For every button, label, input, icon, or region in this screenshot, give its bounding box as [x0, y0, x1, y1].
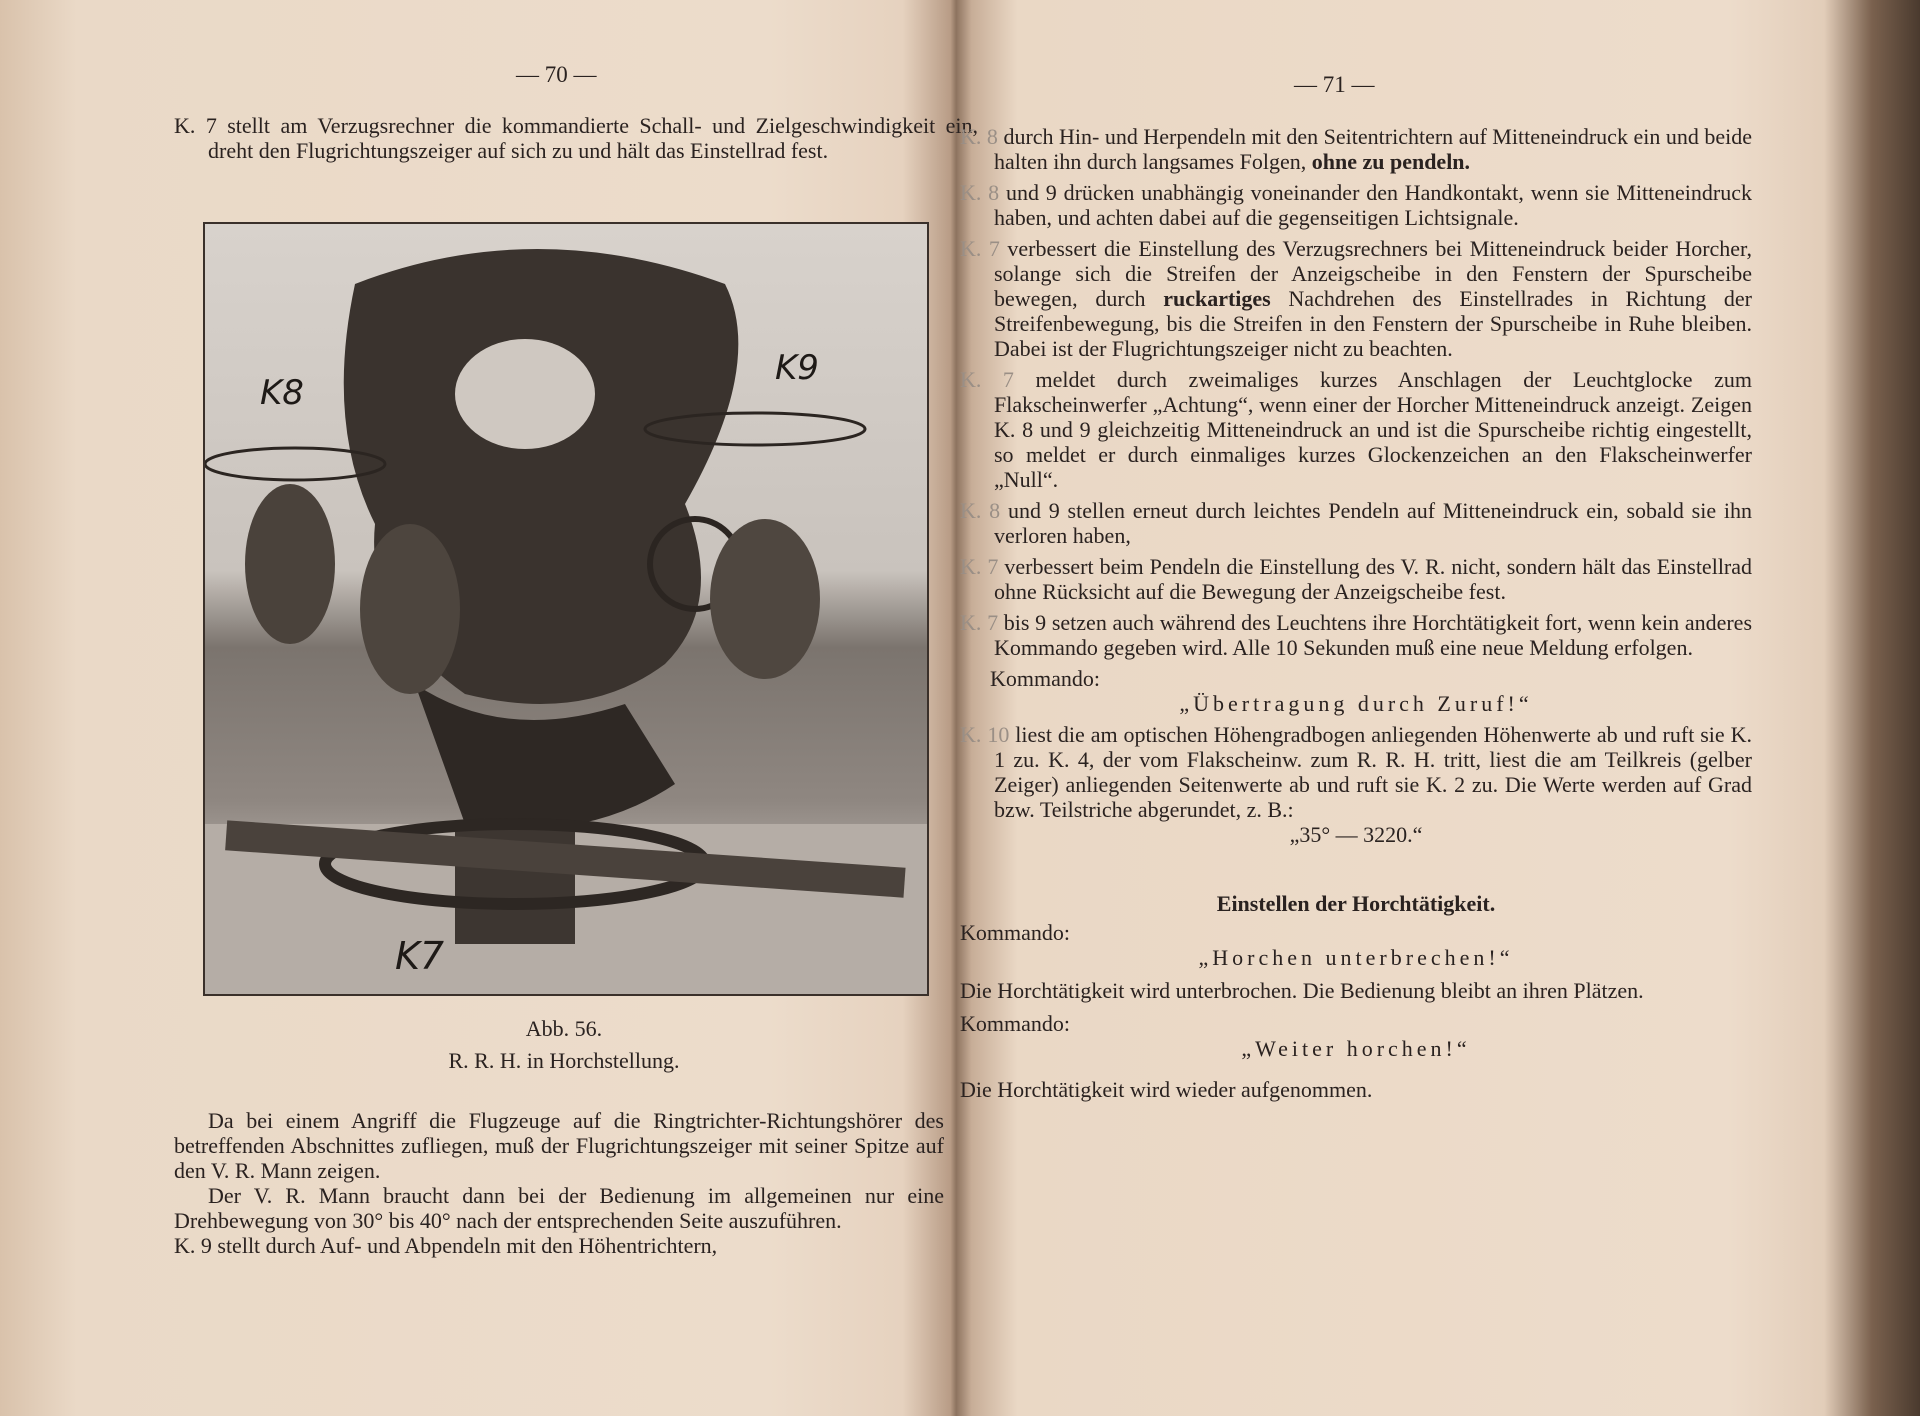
- page-number-left: — 70 —: [516, 62, 597, 87]
- list-item: K. 8 und 9 stellen erneut durch leichtes Pendeln auf Mitteneindruck ein, sobald sie ihn verloren haben,: [960, 498, 1753, 548]
- kommando-result: Die Horchtätigkeit wird wieder aufgenommen.: [960, 1077, 1373, 1102]
- list-item: K. 7 bis 9 setzen auch während des Leuchtens ihre Horchtätigkeit fort, wenn kein anderes Kommando gegeben wird. Alle 10 Sekunden muß eine neue Meldung erfolgen.: [960, 610, 1753, 660]
- kommando-result: Die Horchtätigkeit wird unterbrochen. Die Bedienung bleibt an ihren Plätzen.: [960, 978, 1644, 1003]
- list-item: K. 7 meldet durch zweimaliges kurzes Anschlagen der Leuchtglocke zum Flakscheinwerfer „Achtung“, wenn einer der Horcher Mitteneindruck anzeigt. Zeigen K. 8 und 9 gleichzeitig Mitteneindruck an und ist die Spurscheibe richtig eingestellt, so meldet er durch einmaliges kurzes Glockenzeichen an den Flakscheinwerfer „Null“.: [960, 367, 1753, 492]
- intro-paragraph: K. 7 stellt am Verzugsrechner die kommandierte Schall- und Zielgeschwindigkeit ein, dreht den Flugrichtungszeiger auf sich zu und hält das Einstellrad fest.: [174, 113, 978, 163]
- kommando-command: „Weiter horchen!“: [1241, 1036, 1471, 1061]
- list-item: K. 10 liest die am optischen Höhengradbogen anliegenden Höhenwerte ab und ruft sie K. 1 zu. K. 4, der vom Flakscheinw. zum R. R. H. tritt, liest die am Teilkreis (gelber Zeiger) anliegenden Seitenwerte ab und ruft sie K. 2 zu. Die Werte werden auf Grad bzw. Teilstriche abgerundet, z. B.:: [960, 722, 1753, 822]
- kommando-label: Kommando:: [960, 1011, 1070, 1036]
- photo-label-k7: K7: [395, 934, 445, 978]
- figure-caption: R. R. H. in Horchstellung.: [448, 1048, 680, 1073]
- photo-label-k8: K8: [260, 373, 304, 413]
- paragraph: K. 9 stellt durch Auf- und Abpendeln mit den Höhentrichtern,: [174, 1233, 718, 1258]
- paragraph: Der V. R. Mann braucht dann bei der Bedienung im allgemeinen nur eine Drehbewegung von 30° bis 40° nach der entsprechenden Seite auszuführen.: [174, 1183, 944, 1233]
- list-item: K. 7 verbessert beim Pendeln die Einstellung des V. R. nicht, sondern hält das Einstellrad ohne Rücksicht auf die Bewegung der Anzeigscheibe fest.: [960, 554, 1753, 604]
- kommando-command: „Horchen unterbrechen!“: [1198, 945, 1514, 970]
- kommando-label: Kommando:: [960, 920, 1070, 945]
- figure-photo: [203, 222, 929, 996]
- list-item: K. 8 durch Hin- und Herpendeln mit den Seitentrichtern auf Mitteneindruck ein und beide halten ihn durch langsames Folgen, ohne zu pendeln.: [960, 124, 1753, 174]
- page-number-right: — 71 —: [1294, 72, 1375, 97]
- section-heading: Einstellen der Horchtätigkeit.: [1216, 891, 1496, 916]
- list-item: K. 7 verbessert die Einstellung des Verzugsrechners bei Mitteneindruck beider Horcher, solange sich die Streifen der Anzeigscheibe in den Fenstern der Spurscheibe bewegen, durch ruckartiges Nachdrehen des Einstellrades in Richtung der Streifenbewegung, bis die Streifen in den Fenstern der Spurscheibe in Ruhe bleiben. Dabei ist der Flugrichtungszeiger nicht zu beachten.: [960, 236, 1753, 361]
- left-body: [174, 1108, 944, 1258]
- figure-number: Abb. 56.: [525, 1016, 603, 1041]
- right-body: [960, 124, 1752, 1102]
- kommando-command: „Übertragung durch Zuruf!“: [1179, 691, 1533, 716]
- kommando-label: Kommando:: [990, 666, 1100, 691]
- photo-label-k9: K9: [775, 348, 819, 388]
- example-value: „35° — 3220.“: [1289, 822, 1423, 847]
- paragraph: Da bei einem Angriff die Flugzeuge auf die Ringtrichter-Richtungshörer des betreffenden Abschnittes zufliegen, muß der Flugrichtungszeiger mit seiner Spitze auf den V. R. Mann zeigen.: [174, 1108, 944, 1183]
- list-item: K. 8 und 9 drücken unabhängig voneinander den Handkontakt, wenn sie Mitteneindruck haben, und achten dabei auf die gegenseitigen Lichtsignale.: [960, 180, 1753, 230]
